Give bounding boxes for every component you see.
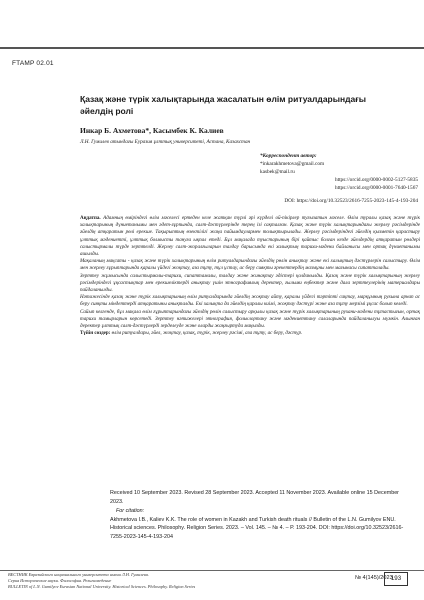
abstract-paragraph: Аңдатпа. Адамның өміріндегі өлім мәселесі ертеден келе жатқан түрлі әрі күрделі ой-пікірлер туғызатын мәселе. Өлім туралы қазақ және түрік халықтарының дүниетанымы мен әдет-ғұрпында, салт-дәстүрлерінде терең ізі сақталған. Қазақ және түрік халықтарындағы жерлеу рәсімдерінде әйелдің атқаратын рөлі ерекше. Тақырыптың өзектілігі жаңа пайымдаулармен толықтырылады. Жерлеу рәсімдеріндегі әйелдің қызметін қарастыру ұлттық мәдениетті, ұлттық болмысты тануға ықпал етеді. Бұл мақалада туыстарының бірі қайтыс болған кезде әйелдердің атқаратын рөлдері салыстырмалы түрде зерттелді. Жерлеу салт-жоралғыларын талдау барысында екі халықтың тарихи-мәдени байланысы мен ортақ дүниетанымы ашылды. bbox=[80, 215, 420, 258]
doi-link[interactable]: DOI: https://doi.org/10.32523/2616-7255-2023-145-4-193-204 bbox=[284, 198, 418, 204]
correspondent-heading: *Корреспондент автор: bbox=[260, 153, 317, 159]
orcid-link-2[interactable]: https://orcid.org/0000-0001-7640-1567 bbox=[334, 185, 418, 191]
page-number: 193 bbox=[384, 572, 408, 586]
keywords-label: Түйін сөздер: bbox=[80, 330, 111, 337]
citation-block bbox=[110, 507, 410, 541]
keywords: Түйін сөздер: өлім ритуалдары, әйел, жоқтау, қазақ, түрік, жерлеу рәсімі, аза тұту, ас беру, дәстүр. bbox=[80, 330, 303, 337]
abstract-paragraph: Зерттеу жұмысында салыстырмалы-тарихи, сипаттамалы, талдау және жинақтау әдістері қолданылды. Қазақ және түрік халықтарының жерлеу рәсімдеріндегі ұқсастықтар мен ерекшеліктерді анықтау үшін этнографиялық деректер, ғылыми еңбектер және дала зерттеулерінің материалдары пайдаланылды. bbox=[80, 272, 420, 294]
author-email-1[interactable]: *inkarakhmetova@gmail.com bbox=[260, 161, 325, 167]
article-dates: Received 10 September 2023. Revised 28 September 2023. Accepted 11 November 2023. Available online 15 December 2023. bbox=[110, 490, 399, 505]
citation-label: For citation: bbox=[116, 508, 145, 514]
orcid-link-1[interactable]: https://orcid.org/0000-0002-5127-5835 bbox=[334, 177, 418, 183]
footer-line: ВЕСТНИК Евразийского национального университета имени Л.Н. Гумилева. bbox=[8, 572, 149, 577]
article-title: Қазақ және түрік халықтарында жасалатын өлім ритуалдарындағы әйелдің ролі bbox=[80, 94, 367, 116]
abstract-label: Аңдатпа. bbox=[80, 215, 101, 221]
footer-line: BULLETIN of L.N. Gumilyov Eurasian National University. Historical Sciences. Philosophy. Religion Series bbox=[8, 583, 196, 589]
footer-line: Серия Исторические науки. Философия. Религиоведение bbox=[8, 577, 112, 583]
classification-code: FTAMP 02.01 bbox=[12, 60, 54, 67]
issue-number: № 4(145)/2023 bbox=[355, 575, 393, 581]
contact-block bbox=[260, 152, 418, 192]
author-affiliation: Л.Н. Гумилев атындағы Еуразия ұлттық университеті, Астана, Казахстан bbox=[80, 139, 251, 145]
article-authors: Инкар Б. Ахметова*, Касымбек К. Калиев bbox=[80, 126, 224, 135]
header-rule bbox=[0, 47, 424, 49]
abstract-paragraph: Нәтижесінде қазақ және түрік халықтарының өлім ритуалдарында әйелдің жоқтау айту, қаралы үйдегі тәртіпті сақтау, марқұмның рухына арнап ас беру сияқты міндеттерді атқаратыны анықталды. Екі халықта да әйелдің қаралы киімі, жоқтау дәстүрі және аза тұту мерзімі ұқсас болып келеді. bbox=[80, 294, 420, 308]
footer-rule bbox=[0, 570, 424, 571]
abstract bbox=[80, 215, 420, 337]
citation-text: Akhmetova I.B., Kaliev K.K. The role of women in Kazakh and Turkish death rituals // Bulletin of the L.N. Gumilyov ENU. Historical sciences. Philosophy. Religion Series. 2023. – Vol. 145. – № 4. – P. 193-204. DOI: https://doi.org/10.32523/2616-7255-2023-145-4-193-204 bbox=[110, 516, 404, 540]
abstract-paragraph: Мақаланың мақсаты - қазақ және түрік халықтарының өлім ритуалдарындағы әйелдің рөлін анықтау және екі халықтың дәстүрлерін салыстыру. Өлім мен жерлеу ғұрыптарында қаралы үйдегі жоқтау, аза тұту, тұл ұстау, ас беру сияқты әрекеттердің мазмұны мен мағынасы сипатталады. bbox=[80, 258, 420, 272]
journal-footer bbox=[8, 572, 258, 589]
abstract-paragraph: Сайып келгенде, бұл мақала өлім ғұрыптарындағы әйелдің рөлін салыстыру арқылы қазақ және түрік халықтарының рухани-мәдени тұтастығын, ортақ тарихи тамырларын көрсетеді. Зерттеу нәтижелері этнография, фольклортану және мәдениеттану салаларында пайдаланылуы мүмкін. Алынған деректер ұлттық салт-дәстүрлерді зерделеуде және оларды жаңғыртуда маңызды. bbox=[80, 308, 420, 330]
author-email-2[interactable]: kasbek@mail.ru bbox=[260, 169, 295, 175]
